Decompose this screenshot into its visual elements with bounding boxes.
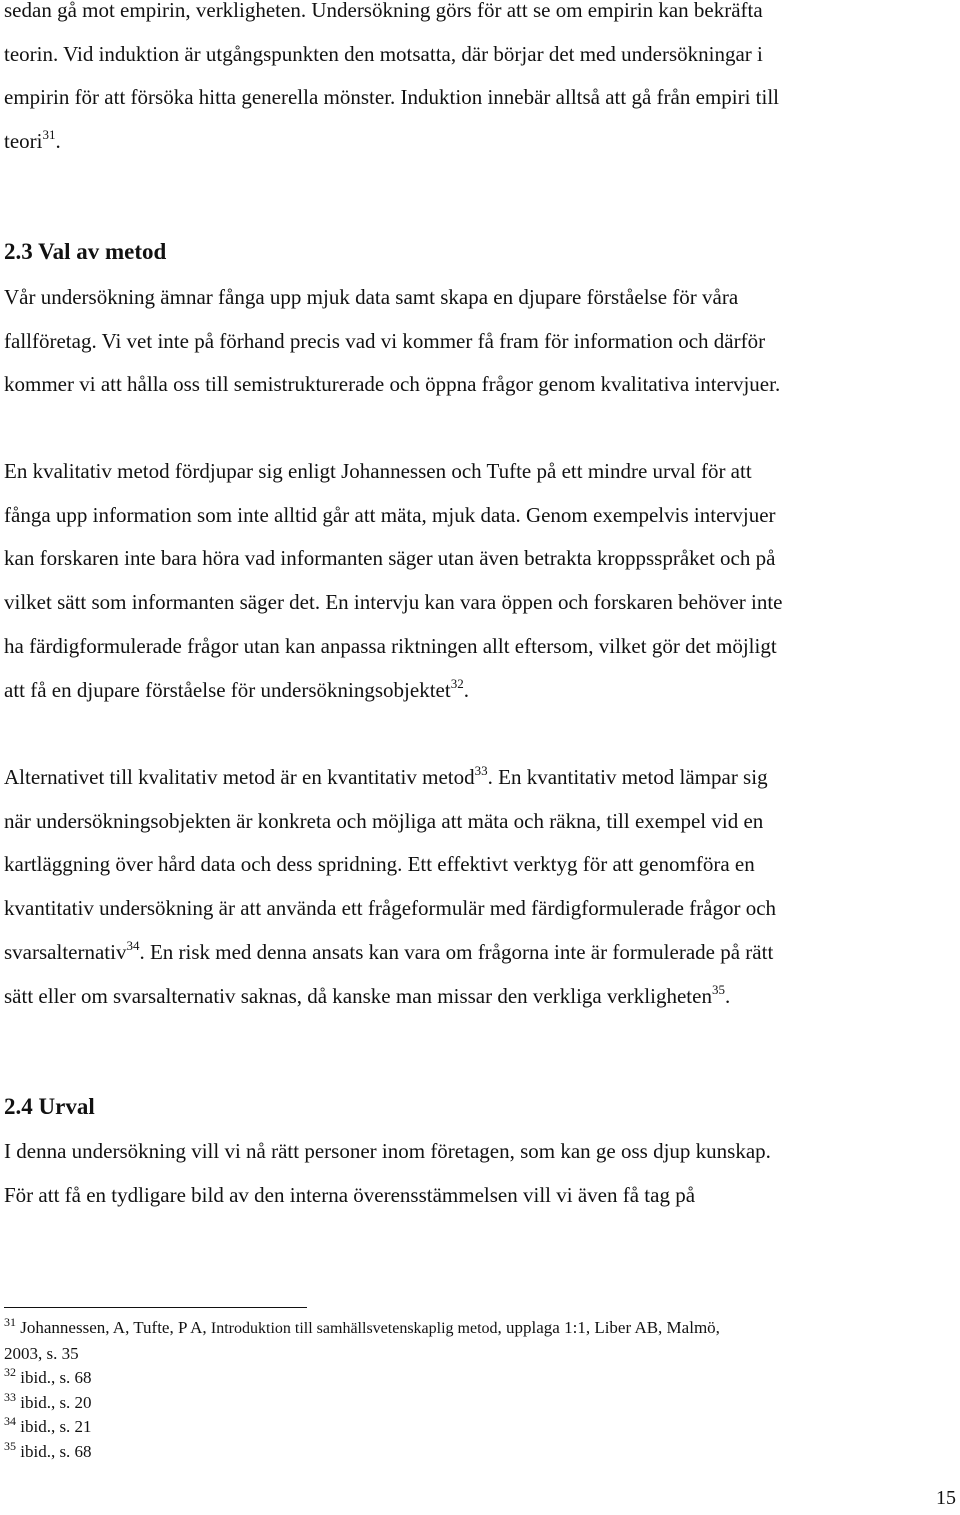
text-line: fånga upp information som inte alltid går att mäta, mjuk data. Genom exempelvis intervjuer xyxy=(4,502,776,527)
paragraph-urval xyxy=(4,1130,954,1217)
text-line: I denna undersökning vill vi nå rätt personer inom företagen, som kan ge oss djup kunskap. xyxy=(4,1139,771,1163)
footnote-31 xyxy=(4,1316,954,1342)
text-fragment: . xyxy=(55,129,61,154)
footnote-32 xyxy=(4,1366,954,1391)
text-line: sedan gå mot empirin, verkligheten. Undersökning görs för att se om empirin kan bekräfta xyxy=(4,0,763,22)
text-line xyxy=(4,120,954,164)
text-line: teorin. Vid induktion är utgångspunkten den motsatta, där börjar det med undersökningar i xyxy=(4,41,763,66)
text-line: fallföretag. Vi vet inte på förhand precis vad vi kommer få fram för information och därför xyxy=(4,328,766,353)
paragraph-kvantitativ-metod xyxy=(4,756,954,1018)
footnote-number: 32 xyxy=(4,1365,16,1379)
footnote-text: ibid., s. 21 xyxy=(16,1417,92,1436)
text-line: Vår undersökning ämnar fånga upp mjuk data samt skapa en djupare förståelse för våra xyxy=(4,285,739,309)
page-number: 15 xyxy=(936,1487,956,1509)
text-fragment: teori xyxy=(4,129,43,154)
footnote-31-continued: 2003, s. 35 xyxy=(4,1343,79,1363)
text-fragment: att få en djupare förståelse för undersökningsobjektet xyxy=(4,677,451,702)
text-line xyxy=(4,756,954,800)
footnote-separator xyxy=(4,1307,307,1308)
text-fragment: . En risk med denna ansats kan vara om frågorna inte är formulerade på rätt xyxy=(139,939,774,964)
text-fragment: svarsalternativ xyxy=(4,939,127,964)
text-line: ha färdigformulerade frågor utan kan anpassa riktningen allt eftersom, vilket gör det möjligt xyxy=(4,633,777,658)
footnote-text: ibid., s. 20 xyxy=(16,1392,92,1412)
footnote-book-title: Introduktion till samhällsvetenskaplig metod xyxy=(210,1320,498,1337)
text-fragment: Alternativet till kvalitativ metod är en kvantitativ metod xyxy=(4,765,475,789)
text-fragment: sätt eller om svarsalternativ saknas, då kanske man missar den verkliga verkligheten xyxy=(4,983,712,1008)
footnote-ref-31: 31 xyxy=(42,127,56,143)
section-heading-val-av-metod: 2.3 Val av metod xyxy=(4,239,167,264)
text-line: kartläggning över hård data och dess spridning. Ett effektivt verktyg för att genomföra en xyxy=(4,852,755,877)
text-line: En kvalitativ metod fördjupar sig enligt Johannessen och Tufte på ett mindre urval för att xyxy=(4,459,752,483)
text-line: För att få en tydligare bild av den interna överensstämmelsen vill vi även få tag på xyxy=(4,1182,696,1207)
text-line xyxy=(4,931,954,975)
paragraph-val-av-metod xyxy=(4,276,954,407)
footnote-33 xyxy=(4,1391,954,1416)
footnotes xyxy=(4,1316,954,1464)
text-fragment: . xyxy=(724,983,731,1008)
paragraph-kvalitativ-metod xyxy=(4,450,954,712)
footnote-ref-35: 35 xyxy=(711,981,725,997)
text-line xyxy=(4,669,954,713)
text-line: kommer vi att hålla oss till semistrukturerade och öppna frågor genom kvalitativa intervjuer. xyxy=(4,372,781,397)
paragraph-deduction-induction xyxy=(4,0,954,164)
footnote-ref-34: 34 xyxy=(126,937,140,953)
footnote-text: , upplaga 1:1, Liber AB, Malmö, xyxy=(497,1318,720,1337)
text-line: empirin för att försöka hitta generella mönster. Induktion innebär alltså att gå från empiri till xyxy=(4,85,780,110)
footnote-34 xyxy=(4,1415,954,1440)
footnote-ref-32: 32 xyxy=(450,675,464,691)
section-heading-urval: 2.4 Urval xyxy=(4,1094,95,1119)
footnote-35 xyxy=(4,1440,954,1465)
text-line: när undersökningsobjekten är konkreta och möjliga att mäta och räkna, till exempel vid en xyxy=(4,808,764,833)
footnote-ref-33: 33 xyxy=(474,763,488,778)
text-line: kan forskaren inte bara höra vad informanten säger utan även betrakta kroppsspråket och på xyxy=(4,546,776,571)
footnote-number: 33 xyxy=(4,1389,16,1404)
footnote-text: ibid., s. 68 xyxy=(16,1368,92,1387)
text-fragment: . xyxy=(463,677,469,702)
text-line xyxy=(4,975,954,1019)
footnote-number: 35 xyxy=(4,1438,16,1453)
footnote-number: 34 xyxy=(4,1414,16,1428)
footnote-number: 31 xyxy=(4,1315,16,1329)
footnote-text: Johannessen, A, Tufte, P A, xyxy=(16,1318,211,1337)
text-fragment: . En kvantitativ metod lämpar sig xyxy=(487,765,768,789)
footnote-text: ibid., s. 68 xyxy=(16,1441,92,1461)
text-line: vilket sätt som informanten säger det. En intervju kan vara öppen och forskaren behöver inte xyxy=(4,590,783,615)
text-line: kvantitativ undersökning är att använda ett frågeformulär med färdigformulerade frågor och xyxy=(4,896,777,921)
